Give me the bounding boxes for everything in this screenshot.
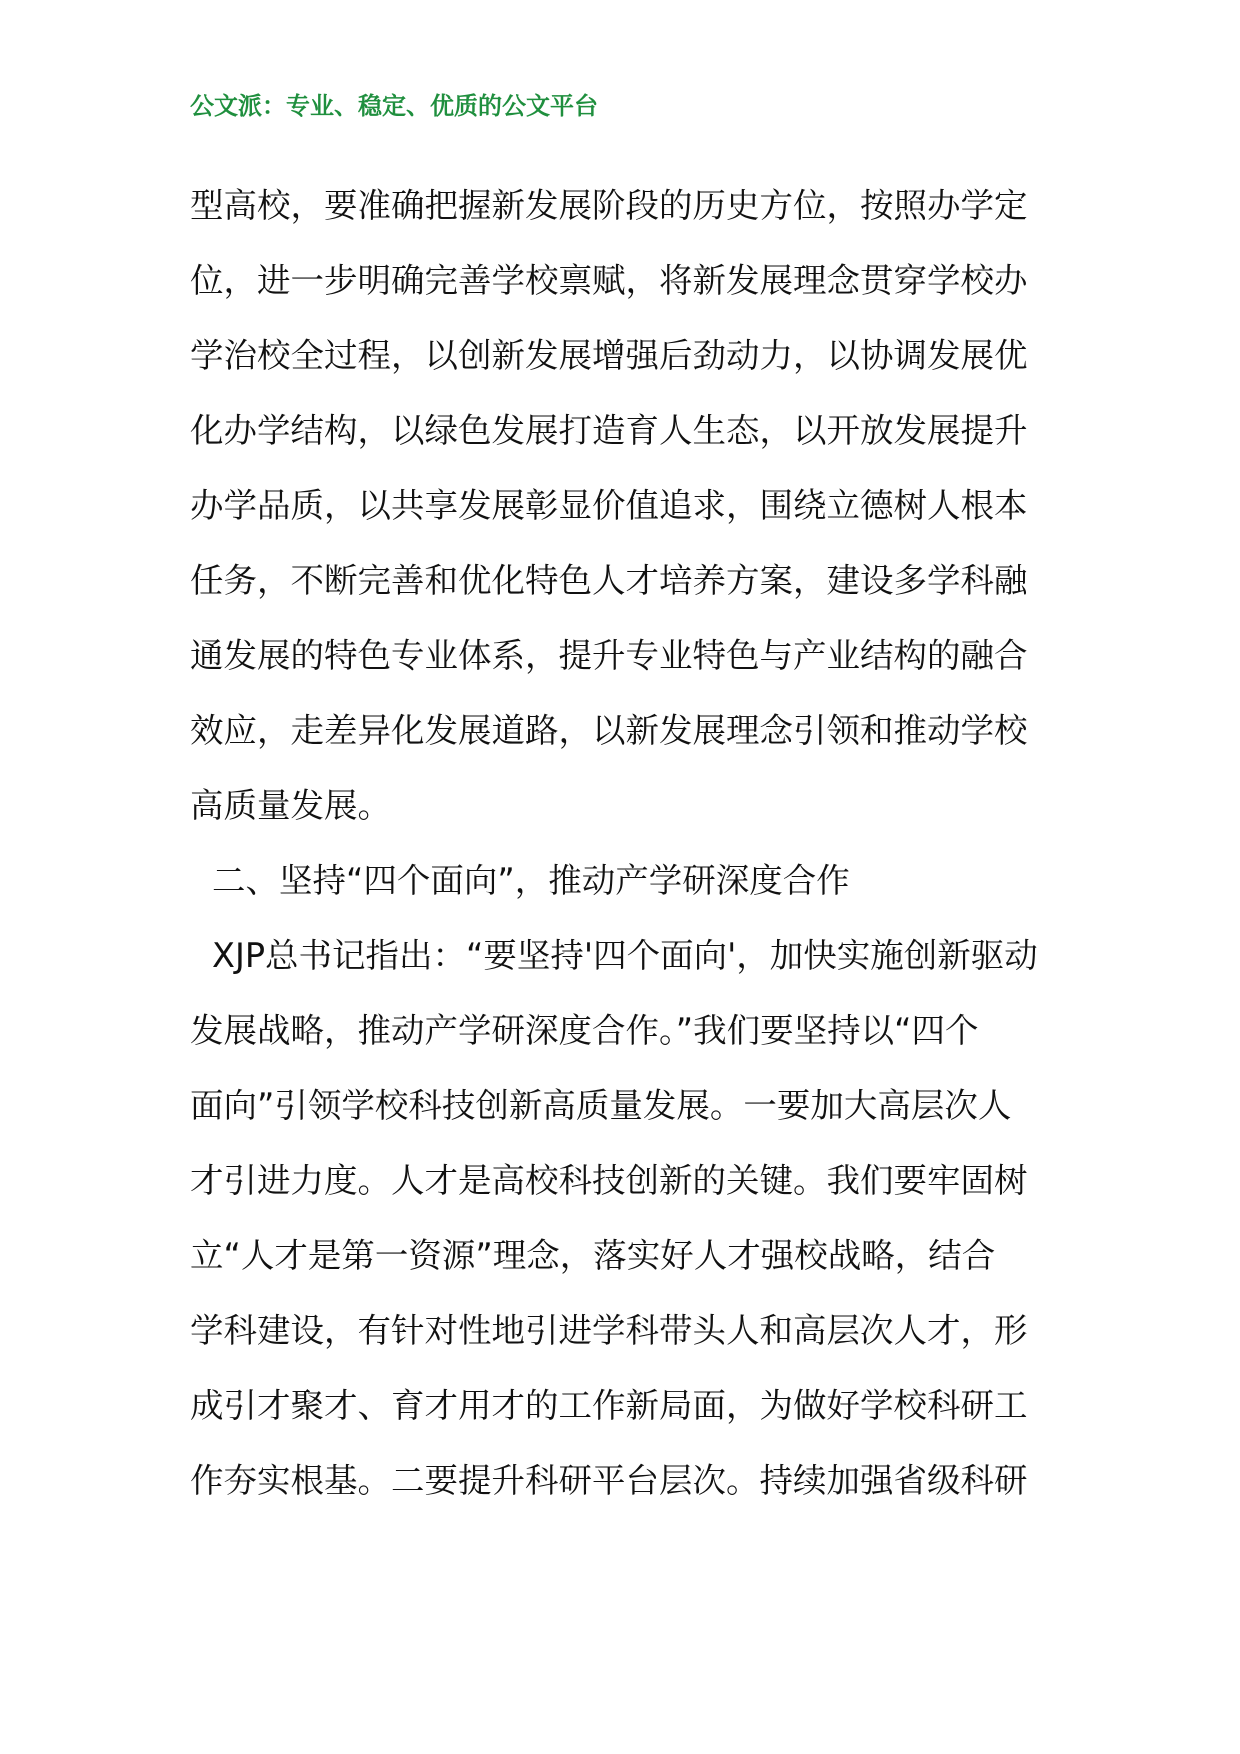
text-line: 学治校全过程，以创新发展增强后劲动力，以协调发展优: [190, 336, 1028, 375]
text-line: 面向”引领学校科技创新高质量发展。一要加大高层次人: [190, 1086, 1012, 1125]
text-line: 立“人才是第一资源”理念，落实好人才强校战略，结合: [190, 1236, 996, 1275]
text-line: 作夯实根基。二要提升科研平台层次。持续加强省级科研: [190, 1461, 1028, 1500]
text-line: 型高校，要准确把握新发展阶段的历史方位，按照办学定: [190, 186, 1028, 225]
text-line: 发展战略，推动产学研深度合作。”我们要坚持以“四个: [190, 1011, 979, 1050]
text-line: 化办学结构，以绿色发展打造育人生态，以开放发展提升: [190, 411, 1028, 450]
page-header-title: 公文派：专业、稳定、优质的公文平台: [190, 92, 598, 120]
text-line: 高质量发展。: [190, 786, 391, 825]
text-line: 成引才聚才、育才用才的工作新局面，为做好学校科研工: [190, 1386, 1028, 1425]
text-line: 才引进力度。人才是高校科技创新的关键。我们要牢固树: [190, 1161, 1028, 1200]
text-line: 学科建设，有针对性地引进学科带头人和高层次人才，形: [190, 1311, 1028, 1350]
paragraph-first-line: XJP总书记指出：“要坚持'四个面向'，加快实施创新驱动: [212, 936, 1038, 975]
document-body: [190, 168, 1065, 1518]
text-line: 办学品质，以共享发展彰显价值追求，围绕立德树人根本: [190, 486, 1028, 525]
text-line: 效应，走差异化发展道路，以新发展理念引领和推动学校: [190, 711, 1028, 750]
text-line: 任务，不断完善和优化特色人才培养方案，建设多学科融: [190, 561, 1028, 600]
text-line: 位，进一步明确完善学校禀赋，将新发展理念贯穿学校办: [190, 261, 1028, 300]
section-heading: 二、坚持“四个面向”，推动产学研深度合作: [212, 861, 850, 900]
text-line: 通发展的特色专业体系，提升专业特色与产业结构的融合: [190, 636, 1028, 675]
